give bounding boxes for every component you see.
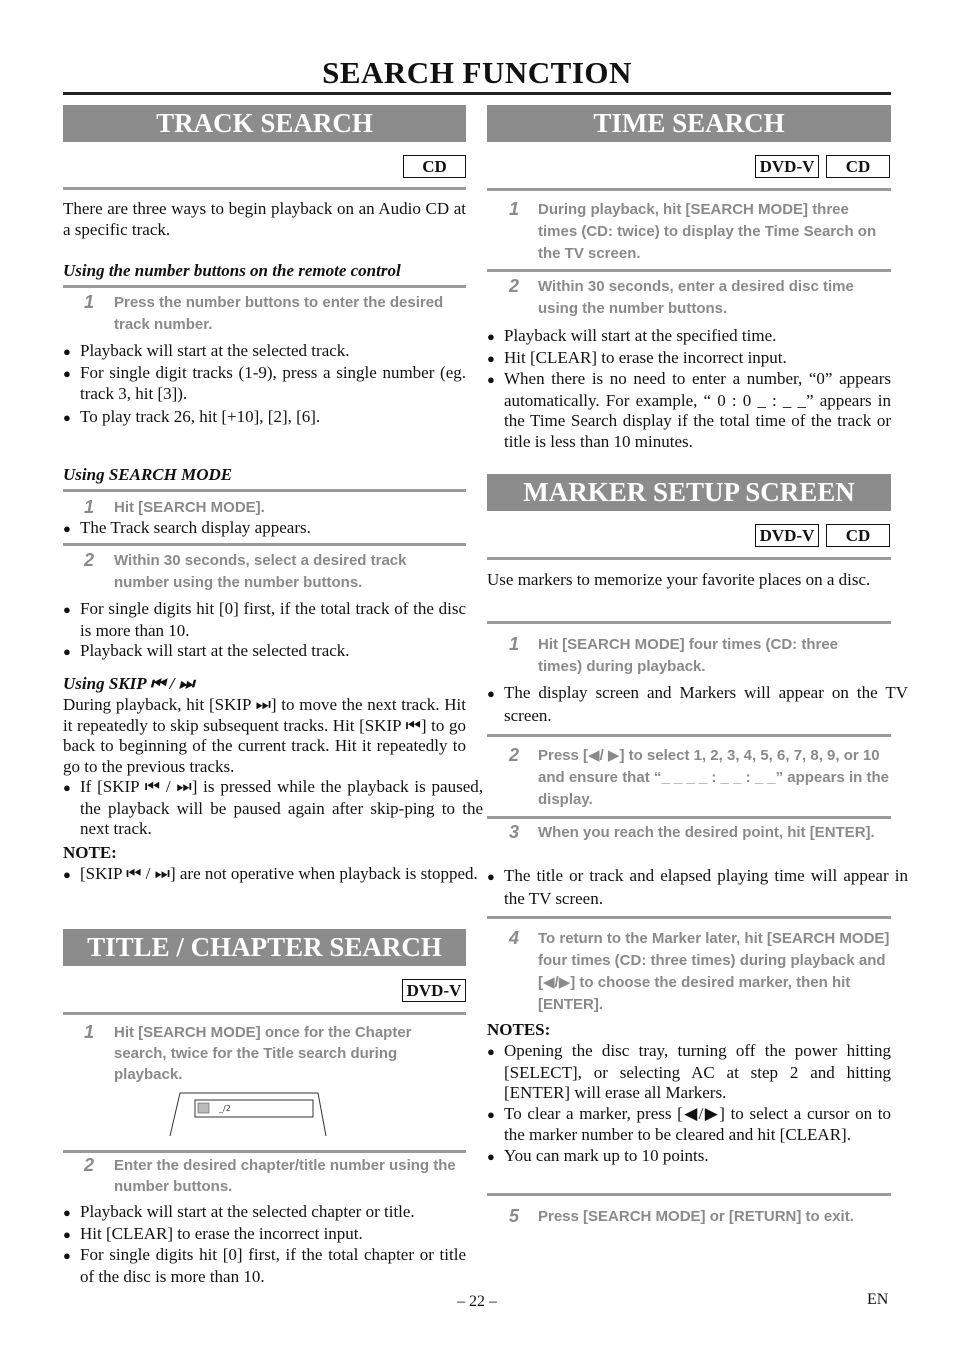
section-rule	[63, 187, 466, 190]
note-heading: NOTE:	[63, 843, 117, 862]
section-rule	[63, 1012, 466, 1015]
list-item: ● For single digits hit [0] first, if the total track of the disc is more than 10.	[63, 599, 466, 640]
step-text: Within 30 seconds, enter a desired disc time using the number buttons.	[538, 278, 854, 317]
step-number: 1	[509, 199, 520, 219]
step-text: Hit [SEARCH MODE] once for the Chapter search, twice for the Title search during playback.	[114, 1024, 412, 1083]
cd-badge: CD	[403, 155, 466, 178]
step-text: Hit [SEARCH MODE].	[114, 499, 265, 516]
marker-setup-heading: MARKER SETUP SCREEN	[487, 474, 891, 511]
dvd-v-badge: DVD-V	[755, 524, 819, 547]
section-rule	[487, 916, 891, 919]
track-search-intro: There are three ways to begin playback on an Audio CD at a specific track.	[63, 199, 466, 239]
marker-intro: Use markers to memorize your favorite places on a disc.	[487, 570, 871, 589]
bullet-list	[487, 1041, 891, 1167]
section-rule	[487, 269, 891, 272]
step-number: 5	[509, 1206, 520, 1226]
list-item: ● To clear a marker, press [◀/▶] to select a cursor on to the marker number to be cleared and hit [CLEAR].	[487, 1103, 891, 1144]
number-buttons-subheading: Using the number buttons on the remote control	[63, 261, 401, 280]
section-rule	[63, 1150, 466, 1153]
track-search-heading: TRACK SEARCH	[63, 105, 466, 142]
list-item: ● For single digit tracks (1-9), press a single number (eg. track 3, hit [3]).	[63, 362, 466, 403]
bullet-list	[63, 341, 466, 428]
step-text: When you reach the desired point, hit [ENTER].	[538, 824, 875, 841]
section-rule	[63, 285, 466, 288]
list-item: ● Playback will start at the selected track.	[63, 641, 350, 660]
list-item: ● The title or track and elapsed playing time will appear in the TV screen.	[487, 866, 908, 908]
section-rule	[487, 816, 891, 819]
tv-screen-illustration	[168, 1090, 328, 1140]
section-rule	[63, 489, 466, 492]
step-number: 2	[84, 550, 95, 570]
step-number: 1	[509, 634, 520, 654]
bullet-list	[63, 599, 466, 663]
skip-paragraph: During playback, hit [SKIP ⏭] to move the next track. Hit it repeatedly to skip subsequent tracks. Hit [SKIP ⏮] to go back to beginning of the current track. Hit it repeatedly to go to the previous tracks.	[63, 695, 466, 776]
search-mode-subheading: Using SEARCH MODE	[63, 465, 233, 484]
bullet-list	[487, 326, 891, 452]
list-item: ● The display screen and Markers will appear on the TV screen.	[487, 683, 908, 725]
step-text: To return to the Marker later, hit [SEARCH MODE] four times (CD: three times) during playback and [◀/▶] to choose the desired marker, then hit [ENTER].	[538, 930, 890, 1013]
step-text: Press [◀/ ▶] to select 1, 2, 3, 4, 5, 6, 7, 8, 9, or 10 and ensure that “_ _ _ _ : _ _ : _ _” appears in the display.	[538, 747, 889, 808]
step-number: 1	[84, 292, 95, 312]
step-number: 2	[84, 1155, 95, 1175]
list-item: ● Playback will start at the selected chapter or title.	[63, 1202, 415, 1221]
title-chapter-search-heading: TITLE / CHAPTER SEARCH	[63, 929, 466, 966]
list-item: ● The Track search display appears.	[63, 518, 311, 537]
list-item: ● You can mark up to 10 points.	[487, 1145, 709, 1165]
list-item: ● To play track 26, hit [+10], [2], [6].	[63, 406, 321, 426]
list-item: ● When there is no need to enter a number, “0” appears automatically. For example, “ 0 : 0 _ : _ _” appears in the Time Search display if the total time of the track or title is less than 10 minutes.	[487, 369, 891, 451]
step-number: 1	[84, 1022, 95, 1042]
step-text: Press [SEARCH MODE] or [RETURN] to exit.	[538, 1208, 854, 1225]
title-rule	[63, 92, 891, 95]
step-text: Enter the desired chapter/title number using the number buttons.	[114, 1157, 456, 1195]
step-number: 4	[509, 928, 520, 948]
section-rule	[487, 734, 891, 737]
skip-subheading: Using SKIP ⏮ / ⏭	[63, 674, 195, 693]
list-item: ● Opening the disc tray, turning off the power hitting [SELECT], or selecting AC at step 2 and hitting [ENTER] will erase all Markers.	[487, 1041, 891, 1102]
step-text: During playback, hit [SEARCH MODE] three times (CD: twice) to display the Time Search on the TV screen.	[538, 201, 877, 262]
time-search-heading: TIME SEARCH	[487, 105, 891, 142]
section-rule	[487, 557, 891, 560]
page-number: – 22 –	[457, 1293, 497, 1310]
list-item: ● Playback will start at the specified time.	[487, 326, 777, 345]
list-item: ● Hit [CLEAR] to erase the incorrect input.	[63, 1223, 363, 1243]
step-number: 3	[509, 822, 520, 842]
cd-badge: CD	[826, 155, 890, 178]
step-text: Within 30 seconds, select a desired track number using the number buttons.	[114, 552, 407, 591]
section-rule	[63, 543, 466, 546]
list-item: ● Hit [CLEAR] to erase the incorrect input.	[487, 347, 787, 367]
list-item: ● Playback will start at the selected track.	[63, 341, 350, 360]
section-rule	[487, 1193, 891, 1196]
bullet-list	[63, 1202, 466, 1287]
section-rule	[487, 188, 891, 191]
dvd-v-badge: DVD-V	[402, 979, 466, 1002]
notes-heading: NOTES:	[487, 1020, 551, 1039]
step-number: 2	[509, 745, 520, 765]
step-text: Press the number buttons to enter the desired track number.	[114, 294, 444, 333]
step-number: 1	[84, 497, 95, 517]
dvd-v-badge: DVD-V	[755, 155, 819, 178]
list-item: ● If [SKIP ⏮ / ⏭] is pressed while the playback is paused, the playback will be paused again after skip-ping to the next track.	[63, 777, 483, 838]
page-title: SEARCH FUNCTION	[322, 55, 632, 90]
list-item: ● [SKIP ⏮ / ⏭] are not operative when playback is stopped.	[63, 864, 478, 883]
list-item: ● For single digits hit [0] first, if the total chapter or title of the disc is more than 10.	[63, 1245, 466, 1286]
section-rule	[487, 621, 891, 624]
step-number: 2	[509, 276, 520, 296]
screen-readout: _/2	[219, 1104, 231, 1113]
cd-badge: CD	[826, 524, 890, 547]
language-code: EN	[867, 1291, 889, 1308]
step-text: Hit [SEARCH MODE] four times (CD: three times) during playback.	[538, 636, 839, 675]
